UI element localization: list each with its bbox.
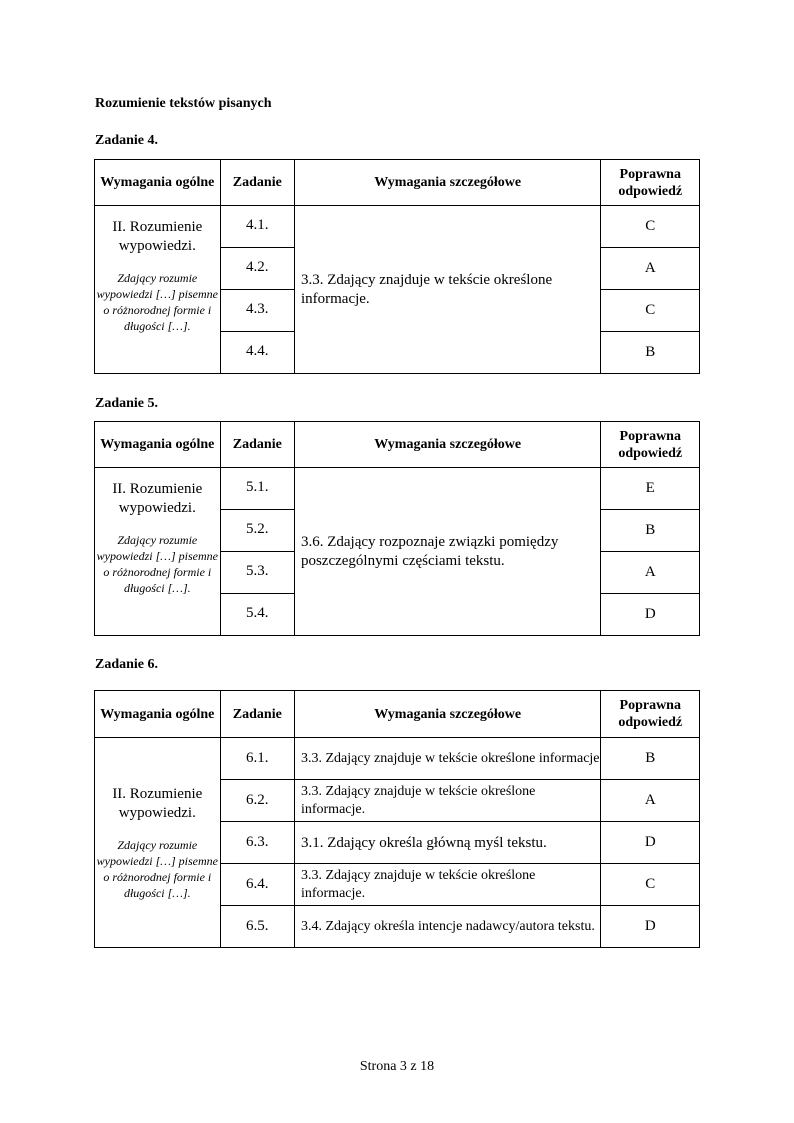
general-requirement-sub: Zdający rozumie wypowiedzi […] pisemne o różnorodnej formie i długości […]. <box>96 271 218 333</box>
answer-cell: D <box>601 822 700 864</box>
task-number: 4.3. <box>220 290 294 332</box>
header-general: Wymagania ogólne <box>95 160 221 206</box>
general-requirement-sub: Zdający rozumie wypowiedzi […] pisemne o różnorodnej formie i długości […]. <box>96 533 218 595</box>
header-task: Zadanie <box>220 691 294 738</box>
section-title: Rozumienie tekstów pisanych <box>95 96 272 111</box>
task-number: 6.4. <box>220 864 294 906</box>
task-number: 6.5. <box>220 906 294 948</box>
task-number: 5.2. <box>220 510 294 552</box>
task-number: 4.1. <box>220 206 294 248</box>
table-row <box>95 738 700 780</box>
answer-cell: B <box>601 510 700 552</box>
table-row <box>95 206 700 248</box>
task-number: 6.2. <box>220 780 294 822</box>
task-4-table <box>94 159 700 374</box>
answer-cell: D <box>601 594 700 636</box>
task-number: 4.4. <box>220 332 294 374</box>
answer-cell: A <box>601 552 700 594</box>
task-4-title: Zadanie 4. <box>95 133 159 148</box>
task-5-table <box>94 421 700 636</box>
table-row <box>95 468 700 510</box>
answer-cell: C <box>601 864 700 906</box>
header-task: Zadanie <box>220 422 294 468</box>
task-6-table <box>94 690 700 948</box>
general-requirement-cell <box>95 738 221 948</box>
header-general: Wymagania ogólne <box>95 422 221 468</box>
general-requirement-main: II. Rozumienie wypowiedzi. <box>112 219 203 254</box>
header-answer: Poprawna odpowiedź <box>601 422 700 468</box>
task-number: 5.1. <box>220 468 294 510</box>
header-answer: Poprawna odpowiedź <box>601 160 700 206</box>
specific-requirement: 3.3. Zdający znajduje w tekście określone informacje. <box>294 206 601 374</box>
header-specific: Wymagania szczegółowe <box>294 160 601 206</box>
answer-cell: B <box>601 332 700 374</box>
header-specific: Wymagania szczegółowe <box>294 691 601 738</box>
specific-requirement: 3.3. Zdający znajduje w tekście określone informacje. <box>294 780 601 822</box>
task-number: 5.3. <box>220 552 294 594</box>
task-6-title: Zadanie 6. <box>95 657 159 672</box>
specific-requirement: 3.1. Zdający określa główną myśl tekstu. <box>294 822 601 864</box>
header-task: Zadanie <box>220 160 294 206</box>
general-requirement-sub: Zdający rozumie wypowiedzi […] pisemne o różnorodnej formie i długości […]. <box>96 837 218 900</box>
general-requirement-main: II. Rozumienie wypowiedzi. <box>112 785 203 821</box>
general-requirement-cell <box>95 206 221 374</box>
task-number: 4.2. <box>220 248 294 290</box>
answer-cell: C <box>601 206 700 248</box>
page-footer: Strona 3 z 18 <box>359 1059 435 1074</box>
specific-requirement: 3.3. Zdający znajduje w tekście określone informacje <box>294 738 601 780</box>
answer-cell: E <box>601 468 700 510</box>
header-specific: Wymagania szczegółowe <box>294 422 601 468</box>
answer-cell: A <box>601 248 700 290</box>
general-requirement-cell <box>95 468 221 636</box>
header-general: Wymagania ogólne <box>95 691 221 738</box>
specific-requirement: 3.3. Zdający znajduje w tekście określone informacje. <box>294 864 601 906</box>
task-number: 5.4. <box>220 594 294 636</box>
general-requirement-main: II. Rozumienie wypowiedzi. <box>112 481 203 516</box>
specific-requirement: 3.4. Zdający określa intencje nadawcy/autora tekstu. <box>294 906 601 948</box>
answer-cell: D <box>601 906 700 948</box>
task-number: 6.3. <box>220 822 294 864</box>
answer-cell: B <box>601 738 700 780</box>
task-5-title: Zadanie 5. <box>95 396 159 411</box>
header-answer: Poprawna odpowiedź <box>601 691 700 738</box>
answer-cell: A <box>601 780 700 822</box>
specific-requirement: 3.6. Zdający rozpoznaje związki pomiędzy poszczególnymi częściami tekstu. <box>294 468 601 636</box>
task-number: 6.1. <box>220 738 294 780</box>
answer-cell: C <box>601 290 700 332</box>
